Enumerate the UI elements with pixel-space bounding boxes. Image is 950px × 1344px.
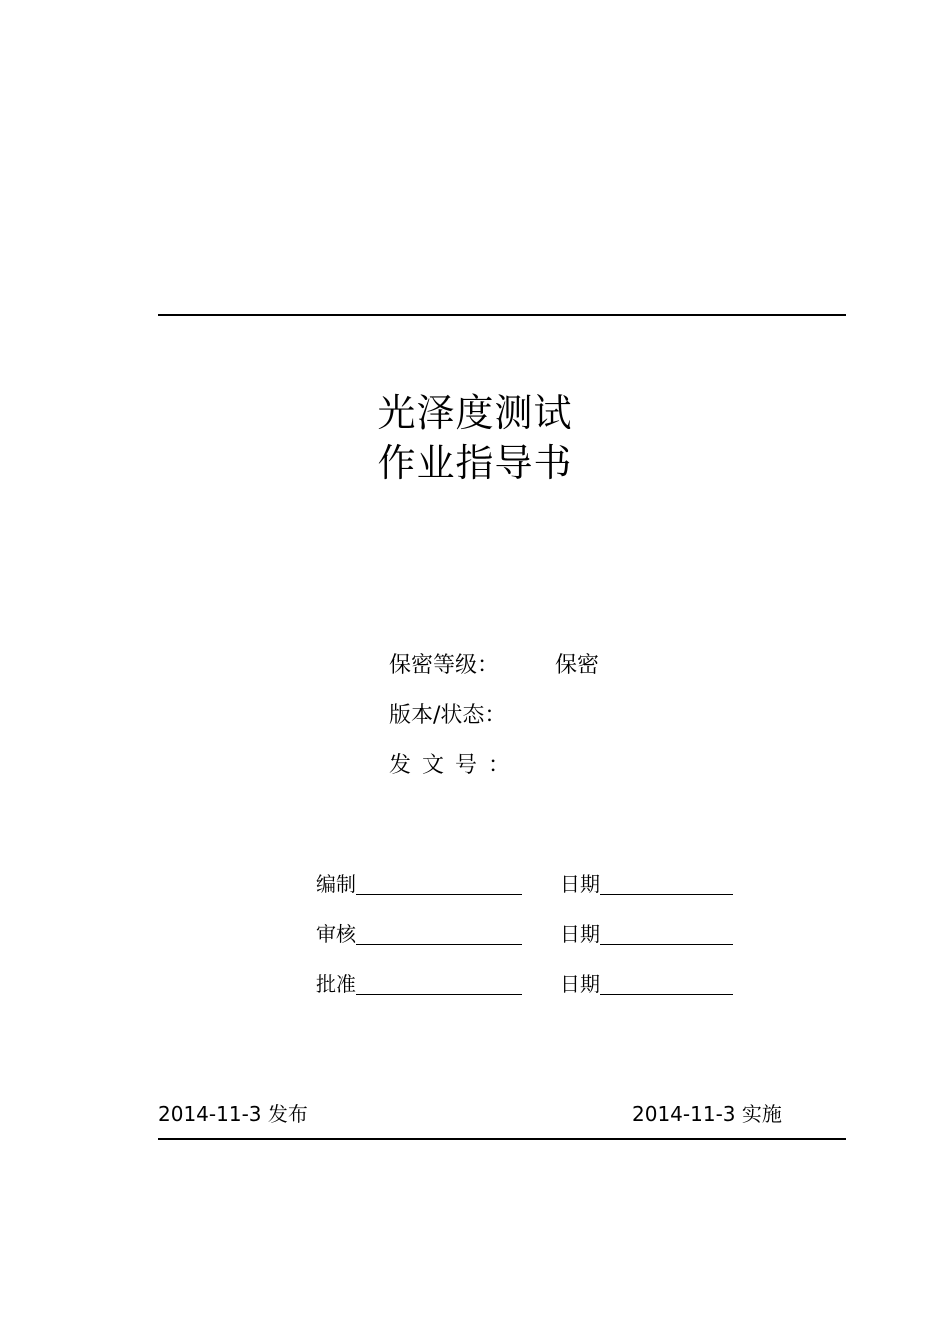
security-level-label: 保密等级： bbox=[389, 653, 500, 678]
security-level-value: 保密 bbox=[555, 653, 600, 678]
document-title bbox=[0, 388, 950, 488]
signature-line bbox=[356, 944, 522, 945]
date-line bbox=[600, 944, 733, 945]
signoff-date-label: 日期 bbox=[560, 922, 600, 946]
date-line bbox=[600, 894, 733, 895]
signoff-row-reviewed bbox=[316, 898, 733, 948]
security-level-row bbox=[389, 648, 599, 698]
version-status-label: 版本/状态： bbox=[389, 703, 507, 728]
title-line-2: 作业指导书 bbox=[377, 441, 573, 485]
version-status-row bbox=[389, 698, 599, 748]
signature-line bbox=[356, 994, 522, 995]
date-line bbox=[600, 994, 733, 995]
signoff-row-prepared bbox=[316, 848, 733, 898]
document-number-label: 发文号： bbox=[389, 753, 522, 778]
signoff-role-label: 批准 bbox=[316, 972, 356, 996]
document-info bbox=[389, 648, 599, 798]
signoff-role-label: 编制 bbox=[316, 872, 356, 896]
implement-date: 2014-11-3 实施 bbox=[632, 1102, 782, 1126]
document-number-row bbox=[389, 748, 599, 798]
publish-date: 2014-11-3 发布 bbox=[158, 1102, 308, 1126]
title-line-1: 光泽度测试 bbox=[377, 391, 573, 435]
top-divider bbox=[158, 314, 846, 316]
signoff-date-label: 日期 bbox=[560, 972, 600, 996]
signoff-role-label: 审核 bbox=[316, 922, 356, 946]
signoff-date-label: 日期 bbox=[560, 872, 600, 896]
signoff-section bbox=[316, 848, 733, 998]
signature-line bbox=[356, 894, 522, 895]
signoff-row-approved bbox=[316, 948, 733, 998]
bottom-divider bbox=[158, 1138, 846, 1140]
